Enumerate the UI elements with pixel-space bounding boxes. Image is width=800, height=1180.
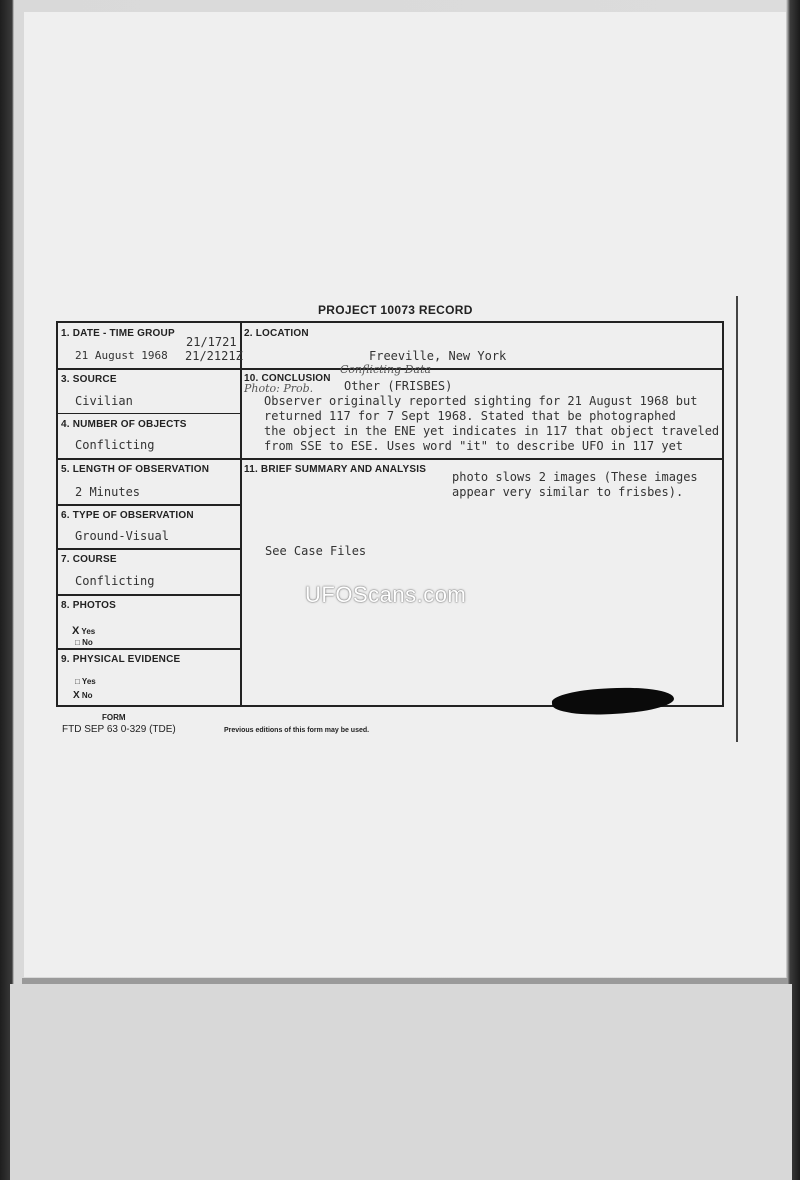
course-value: Conflicting	[75, 574, 155, 588]
column-divider	[240, 323, 242, 705]
evidence-yes-label: Yes	[81, 677, 96, 686]
conclusion-line-3: the object in the ENE yet indicates in 117 that object traveled	[264, 424, 720, 438]
photos-yes-label: Yes	[81, 627, 96, 636]
length-of-observation-label: 5. LENGTH OF OBSERVATION	[61, 464, 210, 475]
conclusion-line-2: returned 117 for 7 Sept 1968. Stated that be photographed	[264, 409, 676, 423]
type-of-observation-value: Ground-Visual	[75, 529, 169, 543]
conclusion-line-1: Observer originally reported sighting for 21 August 1968 but	[264, 394, 698, 408]
date-time-local: 21/1721	[186, 335, 237, 349]
date-time-zulu: 21/2121Z	[185, 349, 243, 363]
conclusion-handwritten-photo: Photo: Prob.	[244, 382, 314, 395]
conclusion-typed-value: Other (FRISBES)	[344, 379, 453, 393]
photos-no-checkbox: □	[75, 638, 80, 647]
margin-rule	[736, 296, 738, 742]
summary-line-1: photo slows 2 images (These images	[452, 470, 698, 484]
row-divider	[58, 594, 241, 596]
physical-evidence-label: 9. PHYSICAL EVIDENCE	[61, 654, 181, 665]
form-word: FORM	[102, 713, 126, 722]
row-divider	[58, 648, 241, 650]
row-divider	[241, 458, 722, 460]
conclusion-label: 10. CONCLUSION	[244, 373, 331, 384]
course-label: 7. COURSE	[61, 554, 117, 565]
summary-label: 11. BRIEF SUMMARY AND ANALYSIS	[244, 464, 427, 475]
photos-yes-mark: X	[72, 625, 80, 637]
number-of-objects-value: Conflicting	[75, 438, 155, 452]
location-label: 2. LOCATION	[244, 328, 309, 339]
source-value: Civilian	[75, 394, 133, 408]
row-divider	[58, 548, 241, 550]
evidence-yes-checkbox: □	[75, 677, 80, 686]
record-title: PROJECT 10073 RECORD	[318, 303, 473, 317]
evidence-no-option	[73, 690, 93, 701]
photos-no-option	[75, 638, 93, 647]
form-id: FTD SEP 63 0-329 (TDE)	[62, 724, 176, 735]
date-value: 21 August 1968	[75, 349, 168, 362]
date-time-label: 1. DATE - TIME GROUP	[61, 328, 175, 339]
photos-label: 8. PHOTOS	[61, 600, 116, 611]
see-case-files: See Case Files	[265, 544, 367, 558]
evidence-yes-option	[75, 677, 96, 686]
summary-line-2: appear very similar to frisbes).	[452, 485, 684, 499]
source-label: 3. SOURCE	[61, 374, 117, 385]
row-divider	[58, 458, 241, 460]
evidence-no-label: No	[81, 691, 93, 700]
next-page-preview	[10, 984, 792, 1180]
previous-editions-note: Previous editions of this form may be used.	[224, 727, 370, 734]
type-of-observation-label: 6. TYPE OF OBSERVATION	[61, 510, 194, 521]
record-form	[56, 321, 724, 707]
evidence-no-mark: X	[73, 690, 80, 701]
photos-no-label: No	[82, 638, 93, 647]
location-value: Freeville, New York	[369, 349, 507, 363]
conclusion-handwritten-note: Conflicting Data	[340, 363, 432, 376]
length-of-observation-value: 2 Minutes	[75, 485, 141, 499]
photos-yes-option	[72, 625, 95, 637]
row-divider	[58, 504, 241, 506]
number-of-objects-label: 4. NUMBER OF OBJECTS	[61, 419, 187, 430]
row-divider	[58, 413, 241, 414]
conclusion-line-4: from SSE to ESE. Uses word "it" to describe UFO in 117 yet	[264, 439, 684, 453]
site-watermark: UFOScans.com	[305, 582, 467, 607]
